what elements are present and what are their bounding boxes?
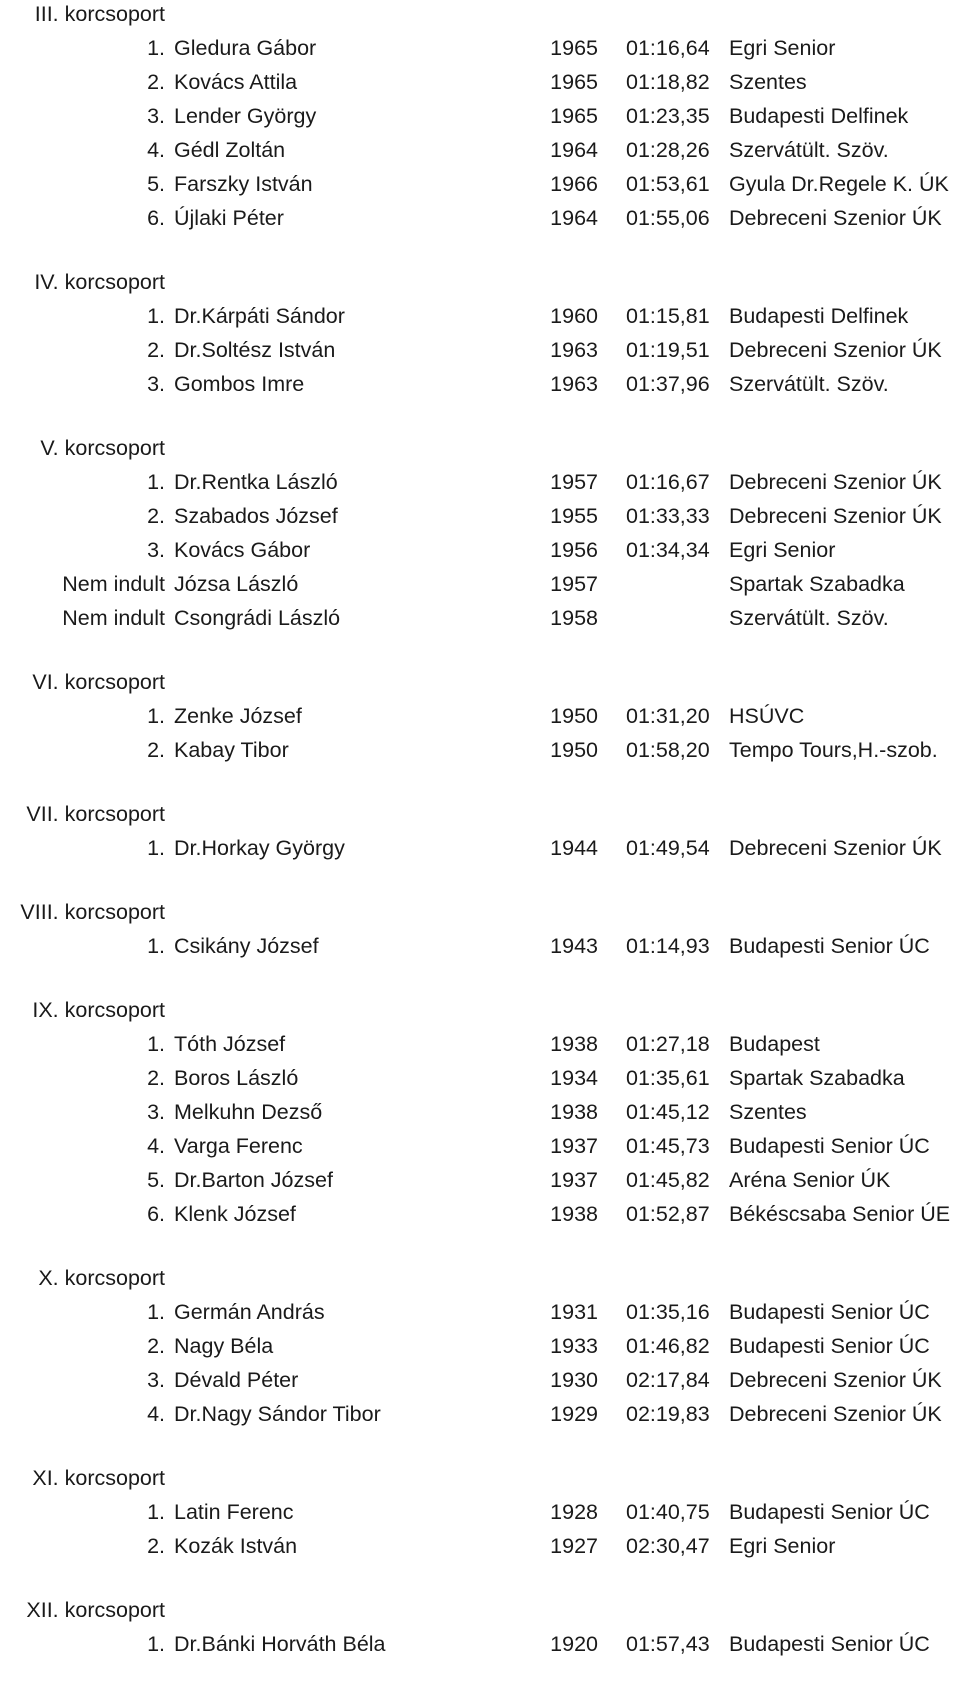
group-spacer [0, 868, 960, 898]
group-spacer [0, 770, 960, 800]
swimmer-name-cell: Dr.Horkay György [174, 836, 345, 860]
birth-year-cell: 1938 [550, 1202, 598, 1226]
result-row [0, 170, 960, 204]
birth-year-cell: 1960 [550, 304, 598, 328]
placement-cell: 1. [147, 36, 165, 60]
birth-year-cell: 1964 [550, 138, 598, 162]
birth-year-cell: 1943 [550, 934, 598, 958]
placement-cell: 2. [147, 738, 165, 762]
result-row [0, 204, 960, 238]
club-cell: Egri Senior [729, 1534, 836, 1558]
placement-cell: 4. [147, 1402, 165, 1426]
result-row [0, 1400, 960, 1434]
birth-year-cell: 1963 [550, 372, 598, 396]
age-group-title: III. korcsoport [34, 2, 165, 26]
swimmer-name-cell: Józsa László [174, 572, 299, 596]
age-group-section [0, 898, 960, 996]
group-spacer [0, 404, 960, 434]
age-group-title: VI. korcsoport [32, 670, 165, 694]
result-row [0, 604, 960, 638]
swimmer-name-cell: Nagy Béla [174, 1334, 274, 1358]
swimmer-name-cell: Dr.Rentka László [174, 470, 338, 494]
age-group-title: VII. korcsoport [26, 802, 165, 826]
placement-cell: 1. [147, 1032, 165, 1056]
birth-year-cell: 1955 [550, 504, 598, 528]
swimmer-name-cell: Gédl Zoltán [174, 138, 286, 162]
placement-cell: 2. [147, 70, 165, 94]
swimmer-name-cell: Csikány József [174, 934, 319, 958]
placement-cell: Nem indult [62, 572, 165, 596]
result-row [0, 834, 960, 868]
result-row [0, 336, 960, 370]
result-row [0, 1132, 960, 1166]
placement-cell: 5. [147, 1168, 165, 1192]
result-row [0, 1298, 960, 1332]
age-group-section [0, 668, 960, 800]
placement-cell: 2. [147, 504, 165, 528]
birth-year-cell: 1963 [550, 338, 598, 362]
birth-year-cell: 1950 [550, 704, 598, 728]
swimmer-name-cell: Dr.Barton József [174, 1168, 333, 1192]
club-cell: Debreceni Szenior ÚK [729, 206, 942, 230]
placement-cell: 1. [147, 470, 165, 494]
placement-cell: 6. [147, 1202, 165, 1226]
birth-year-cell: 1944 [550, 836, 598, 860]
placement-cell: 4. [147, 138, 165, 162]
time-cell: 01:16,64 [626, 36, 710, 60]
time-cell: 01:31,20 [626, 704, 710, 728]
birth-year-cell: 1938 [550, 1100, 598, 1124]
age-group-section [0, 434, 960, 668]
group-spacer [0, 1234, 960, 1264]
placement-cell: 1. [147, 836, 165, 860]
placement-cell: 4. [147, 1134, 165, 1158]
birth-year-cell: 1931 [550, 1300, 598, 1324]
age-group-title: XI. korcsoport [32, 1466, 165, 1490]
age-group-header [0, 1464, 960, 1498]
time-cell: 02:17,84 [626, 1368, 710, 1392]
time-cell: 01:18,82 [626, 70, 710, 94]
time-cell: 01:55,06 [626, 206, 710, 230]
group-spacer [0, 966, 960, 996]
placement-cell: 1. [147, 304, 165, 328]
placement-cell: 1. [147, 1500, 165, 1524]
placement-cell: 1. [147, 1632, 165, 1656]
result-row [0, 102, 960, 136]
time-cell: 01:37,96 [626, 372, 710, 396]
result-row [0, 570, 960, 604]
time-cell: 01:34,34 [626, 538, 710, 562]
age-group-title: V. korcsoport [40, 436, 165, 460]
group-spacer [0, 238, 960, 268]
club-cell: Debreceni Szenior ÚK [729, 1368, 942, 1392]
placement-cell: 1. [147, 704, 165, 728]
swimmer-name-cell: Latin Ferenc [174, 1500, 294, 1524]
result-row [0, 1166, 960, 1200]
group-spacer [0, 638, 960, 668]
time-cell: 01:19,51 [626, 338, 710, 362]
placement-cell: 1. [147, 934, 165, 958]
age-group-section [0, 800, 960, 898]
result-row [0, 34, 960, 68]
result-row [0, 1532, 960, 1566]
swimmer-name-cell: Dr.Nagy Sándor Tibor [174, 1402, 381, 1426]
club-cell: Debreceni Szenior ÚK [729, 504, 942, 528]
placement-cell: 2. [147, 1534, 165, 1558]
result-row [0, 302, 960, 336]
placement-cell: 3. [147, 104, 165, 128]
swimmer-name-cell: Zenke József [174, 704, 302, 728]
birth-year-cell: 1958 [550, 606, 598, 630]
birth-year-cell: 1938 [550, 1032, 598, 1056]
result-row [0, 68, 960, 102]
placement-cell: 5. [147, 172, 165, 196]
birth-year-cell: 1957 [550, 572, 598, 596]
time-cell: 01:52,87 [626, 1202, 710, 1226]
club-cell: Tempo Tours,H.-szob. [729, 738, 938, 762]
time-cell: 01:35,61 [626, 1066, 710, 1090]
club-cell: Békéscsaba Senior ÚE [729, 1202, 951, 1226]
age-group-section [0, 996, 960, 1264]
age-group-section [0, 1464, 960, 1596]
club-cell: Spartak Szabadka [729, 572, 905, 596]
birth-year-cell: 1937 [550, 1134, 598, 1158]
time-cell: 01:45,12 [626, 1100, 710, 1124]
result-row [0, 1030, 960, 1064]
swimmer-name-cell: Kozák István [174, 1534, 298, 1558]
placement-cell: 1. [147, 1300, 165, 1324]
swimmer-name-cell: Kovács Attila [174, 70, 298, 94]
age-group-section [0, 268, 960, 434]
age-group-header [0, 1264, 960, 1298]
swimmer-name-cell: Melkuhn Dezső [174, 1100, 323, 1124]
club-cell: Budapest [729, 1032, 820, 1056]
birth-year-cell: 1920 [550, 1632, 598, 1656]
swimmer-name-cell: Szabados József [174, 504, 338, 528]
swimmer-name-cell: Germán András [174, 1300, 325, 1324]
swimmer-name-cell: Gombos Imre [174, 372, 305, 396]
placement-cell: 2. [147, 1334, 165, 1358]
result-row [0, 1332, 960, 1366]
result-row [0, 1098, 960, 1132]
placement-cell: 3. [147, 1368, 165, 1392]
result-row [0, 502, 960, 536]
age-group-title: VIII. korcsoport [20, 900, 165, 924]
age-group-header [0, 268, 960, 302]
birth-year-cell: 1927 [550, 1534, 598, 1558]
age-group-header [0, 898, 960, 932]
club-cell: Szervátült. Szöv. [729, 606, 889, 630]
age-group-title: IV. korcsoport [34, 270, 165, 294]
club-cell: Spartak Szabadka [729, 1066, 905, 1090]
swimmer-name-cell: Boros László [174, 1066, 299, 1090]
age-group-header [0, 996, 960, 1030]
time-cell: 01:40,75 [626, 1500, 710, 1524]
placement-cell: 2. [147, 1066, 165, 1090]
birth-year-cell: 1950 [550, 738, 598, 762]
club-cell: Egri Senior [729, 538, 836, 562]
result-row [0, 536, 960, 570]
club-cell: Debreceni Szenior ÚK [729, 1402, 942, 1426]
group-spacer [0, 1434, 960, 1464]
age-group-header [0, 1596, 960, 1630]
result-row [0, 1064, 960, 1098]
swimmer-name-cell: Farszky István [174, 172, 313, 196]
result-row [0, 136, 960, 170]
result-row [0, 1498, 960, 1532]
swimmer-name-cell: Lender György [174, 104, 317, 128]
club-cell: Debreceni Szenior ÚK [729, 836, 942, 860]
result-row [0, 702, 960, 736]
time-cell: 01:58,20 [626, 738, 710, 762]
birth-year-cell: 1965 [550, 36, 598, 60]
result-row [0, 468, 960, 502]
placement-cell: 3. [147, 538, 165, 562]
club-cell: Budapesti Senior ÚC [729, 1300, 930, 1324]
club-cell: Budapesti Senior ÚC [729, 934, 930, 958]
club-cell: Szentes [729, 70, 807, 94]
age-group-title: XII. korcsoport [26, 1598, 165, 1622]
birth-year-cell: 1957 [550, 470, 598, 494]
time-cell: 01:46,82 [626, 1334, 710, 1358]
age-group-header [0, 800, 960, 834]
time-cell: 01:16,67 [626, 470, 710, 494]
club-cell: Egri Senior [729, 36, 836, 60]
time-cell: 01:57,43 [626, 1632, 710, 1656]
birth-year-cell: 1928 [550, 1500, 598, 1524]
swimmer-name-cell: Gledura Gábor [174, 36, 317, 60]
time-cell: 01:35,16 [626, 1300, 710, 1324]
placement-cell: 2. [147, 338, 165, 362]
swimmer-name-cell: Dr.Kárpáti Sándor [174, 304, 345, 328]
swimmer-name-cell: Tóth József [174, 1032, 286, 1056]
age-group-title: IX. korcsoport [32, 998, 165, 1022]
age-group-section [0, 1264, 960, 1464]
group-spacer [0, 1566, 960, 1596]
time-cell: 01:49,54 [626, 836, 710, 860]
age-group-section [0, 0, 960, 268]
birth-year-cell: 1964 [550, 206, 598, 230]
age-group-header [0, 0, 960, 34]
time-cell: 01:53,61 [626, 172, 710, 196]
club-cell: Budapesti Senior ÚC [729, 1334, 930, 1358]
placement-cell: 3. [147, 372, 165, 396]
age-group-title: X. korcsoport [38, 1266, 165, 1290]
club-cell: Budapesti Senior ÚC [729, 1632, 930, 1656]
time-cell: 01:15,81 [626, 304, 710, 328]
club-cell: Budapesti Delfinek [729, 104, 909, 128]
birth-year-cell: 1937 [550, 1168, 598, 1192]
time-cell: 02:30,47 [626, 1534, 710, 1558]
time-cell: 01:14,93 [626, 934, 710, 958]
swimmer-name-cell: Csongrádi László [174, 606, 341, 630]
birth-year-cell: 1929 [550, 1402, 598, 1426]
placement-cell: Nem indult [62, 606, 165, 630]
time-cell: 01:27,18 [626, 1032, 710, 1056]
placement-cell: 3. [147, 1100, 165, 1124]
birth-year-cell: 1956 [550, 538, 598, 562]
time-cell: 01:23,35 [626, 104, 710, 128]
club-cell: Budapesti Delfinek [729, 304, 909, 328]
club-cell: Szentes [729, 1100, 807, 1124]
time-cell: 02:19,83 [626, 1402, 710, 1426]
club-cell: Debreceni Szenior ÚK [729, 338, 942, 362]
club-cell: Budapesti Senior ÚC [729, 1134, 930, 1158]
birth-year-cell: 1965 [550, 104, 598, 128]
age-group-header [0, 434, 960, 468]
swimmer-name-cell: Dr.Bánki Horváth Béla [174, 1632, 386, 1656]
result-row [0, 736, 960, 770]
club-cell: Szervátült. Szöv. [729, 372, 889, 396]
time-cell: 01:33,33 [626, 504, 710, 528]
club-cell: Szervátült. Szöv. [729, 138, 889, 162]
placement-cell: 6. [147, 206, 165, 230]
result-row [0, 932, 960, 966]
birth-year-cell: 1966 [550, 172, 598, 196]
club-cell: Aréna Senior ÚK [729, 1168, 891, 1192]
result-row [0, 1630, 960, 1664]
swimmer-name-cell: Kabay Tibor [174, 738, 289, 762]
time-cell: 01:45,73 [626, 1134, 710, 1158]
birth-year-cell: 1933 [550, 1334, 598, 1358]
swimmer-name-cell: Kovács Gábor [174, 538, 311, 562]
swimmer-name-cell: Klenk József [174, 1202, 296, 1226]
birth-year-cell: 1934 [550, 1066, 598, 1090]
swimmer-name-cell: Újlaki Péter [174, 206, 284, 230]
club-cell: Gyula Dr.Regele K. ÚK [729, 172, 949, 196]
result-row [0, 1366, 960, 1400]
age-group-section [0, 1596, 960, 1664]
swimmer-name-cell: Dr.Soltész István [174, 338, 336, 362]
swimmer-name-cell: Varga Ferenc [174, 1134, 303, 1158]
club-cell: HSÚVC [729, 704, 805, 728]
age-group-header [0, 668, 960, 702]
result-row [0, 370, 960, 404]
club-cell: Budapesti Senior ÚC [729, 1500, 930, 1524]
club-cell: Debreceni Szenior ÚK [729, 470, 942, 494]
time-cell: 01:28,26 [626, 138, 710, 162]
result-row [0, 1200, 960, 1234]
birth-year-cell: 1965 [550, 70, 598, 94]
swimmer-name-cell: Dévald Péter [174, 1368, 299, 1392]
time-cell: 01:45,82 [626, 1168, 710, 1192]
birth-year-cell: 1930 [550, 1368, 598, 1392]
